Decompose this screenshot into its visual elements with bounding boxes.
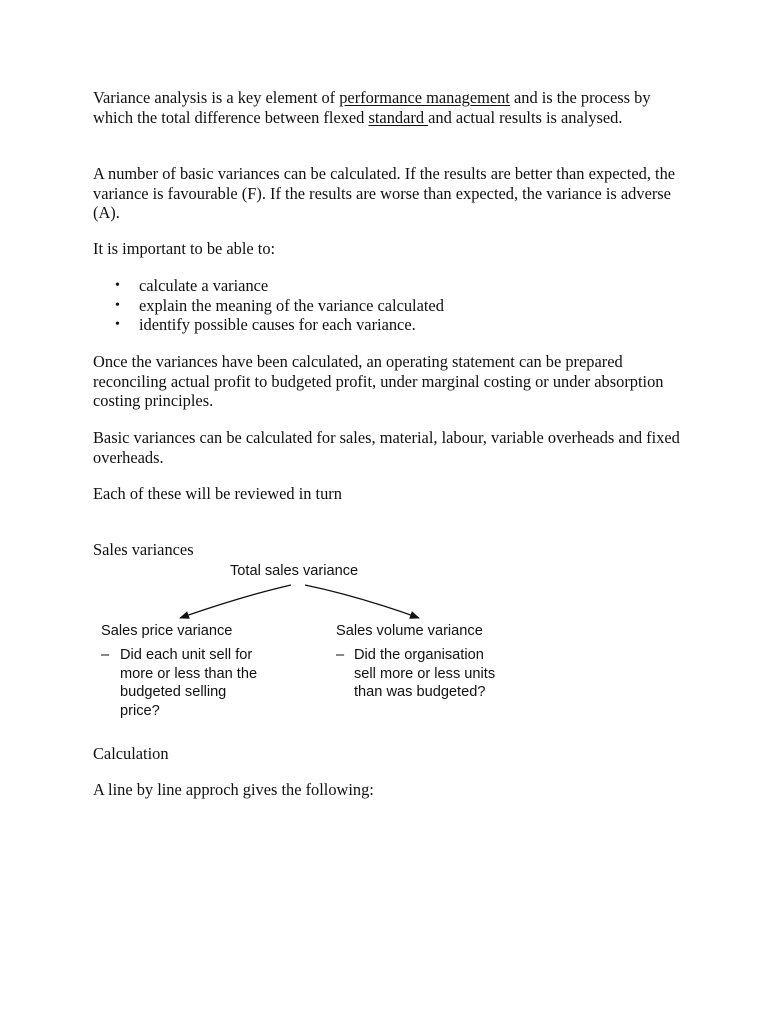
list-item-text: identify possible causes for each variance.: [139, 315, 416, 335]
paragraph-text: A number of basic variances can be calculated. If the results are better than expected, the variance is favourable (F). If the results are worse than expected, the variance is adverse (A).: [93, 164, 676, 223]
list-item-text: calculate a variance: [139, 276, 269, 295]
list-item: [93, 296, 683, 316]
paragraph-text: It is important to be able to:: [93, 239, 276, 258]
volume-variance-title: Sales volume variance: [336, 623, 483, 639]
price-variance-dash: –: [101, 647, 110, 663]
volume-variance-question-line: sell more or less units: [354, 665, 496, 682]
price-variance-question-line: budgeted selling: [120, 684, 227, 701]
paragraph-important: [93, 239, 683, 259]
bullet-list: [93, 276, 683, 335]
paragraph-text: Each of these will be reviewed in turn: [93, 484, 342, 503]
paragraph-review: [93, 484, 683, 504]
volume-variance-question-line: than was budgeted?: [354, 684, 486, 701]
calculation-heading-text: Calculation: [93, 744, 169, 763]
list-item: [93, 276, 683, 296]
list-item: [93, 315, 683, 335]
arrow-to-price-variance: [180, 585, 291, 618]
price-variance-question-line: Did each unit sell for: [120, 647, 253, 663]
bullet-icon: •: [115, 278, 120, 293]
price-variance-title: Sales price variance: [101, 623, 233, 639]
paragraph-intro: [93, 88, 683, 127]
price-variance-question-line: more or less than the: [120, 665, 258, 682]
section-heading-text: Sales variances: [93, 540, 194, 559]
intro-text-middle: and is the process by which the total difference between flexed: [93, 88, 651, 127]
diagram-root-label: Total sales variance: [230, 563, 359, 579]
paragraph-basic-variances: [93, 164, 683, 223]
price-variance-question-line: price?: [120, 702, 160, 719]
arrow-to-volume-variance: [305, 585, 419, 618]
bullet-icon: •: [115, 297, 120, 313]
paragraph-text: A line by line approch gives the following:: [93, 780, 374, 799]
bullet-icon: •: [115, 317, 120, 333]
sales-variance-diagram: [93, 560, 523, 730]
list-item-text: explain the meaning of the variance calculated: [139, 295, 444, 315]
paragraph-operating-statement: [93, 352, 683, 411]
paragraph-text: Once the variances have been calculated, an operating statement can be prepared reconciling actual profit to budgeted profit, under marginal costing or under absorption costing principles.: [93, 352, 664, 411]
paragraph-basic-list: [93, 428, 683, 467]
volume-variance-question-line: Did the organisation: [354, 647, 484, 663]
paragraph-text: Basic variances can be calculated for sales, material, labour, variable overheads and fixed overheads.: [93, 428, 680, 467]
intro-text-start: Variance analysis is a key element of: [93, 88, 340, 107]
link-performance-management[interactable]: performance management: [339, 88, 510, 107]
volume-variance-dash: –: [336, 647, 345, 663]
section-heading: [93, 540, 683, 560]
paragraph-line-by-line: [93, 780, 683, 800]
link-standard[interactable]: standard: [368, 107, 429, 127]
intro-text-end: and actual results is analysed.: [428, 107, 623, 127]
calculation-heading: [93, 744, 683, 764]
